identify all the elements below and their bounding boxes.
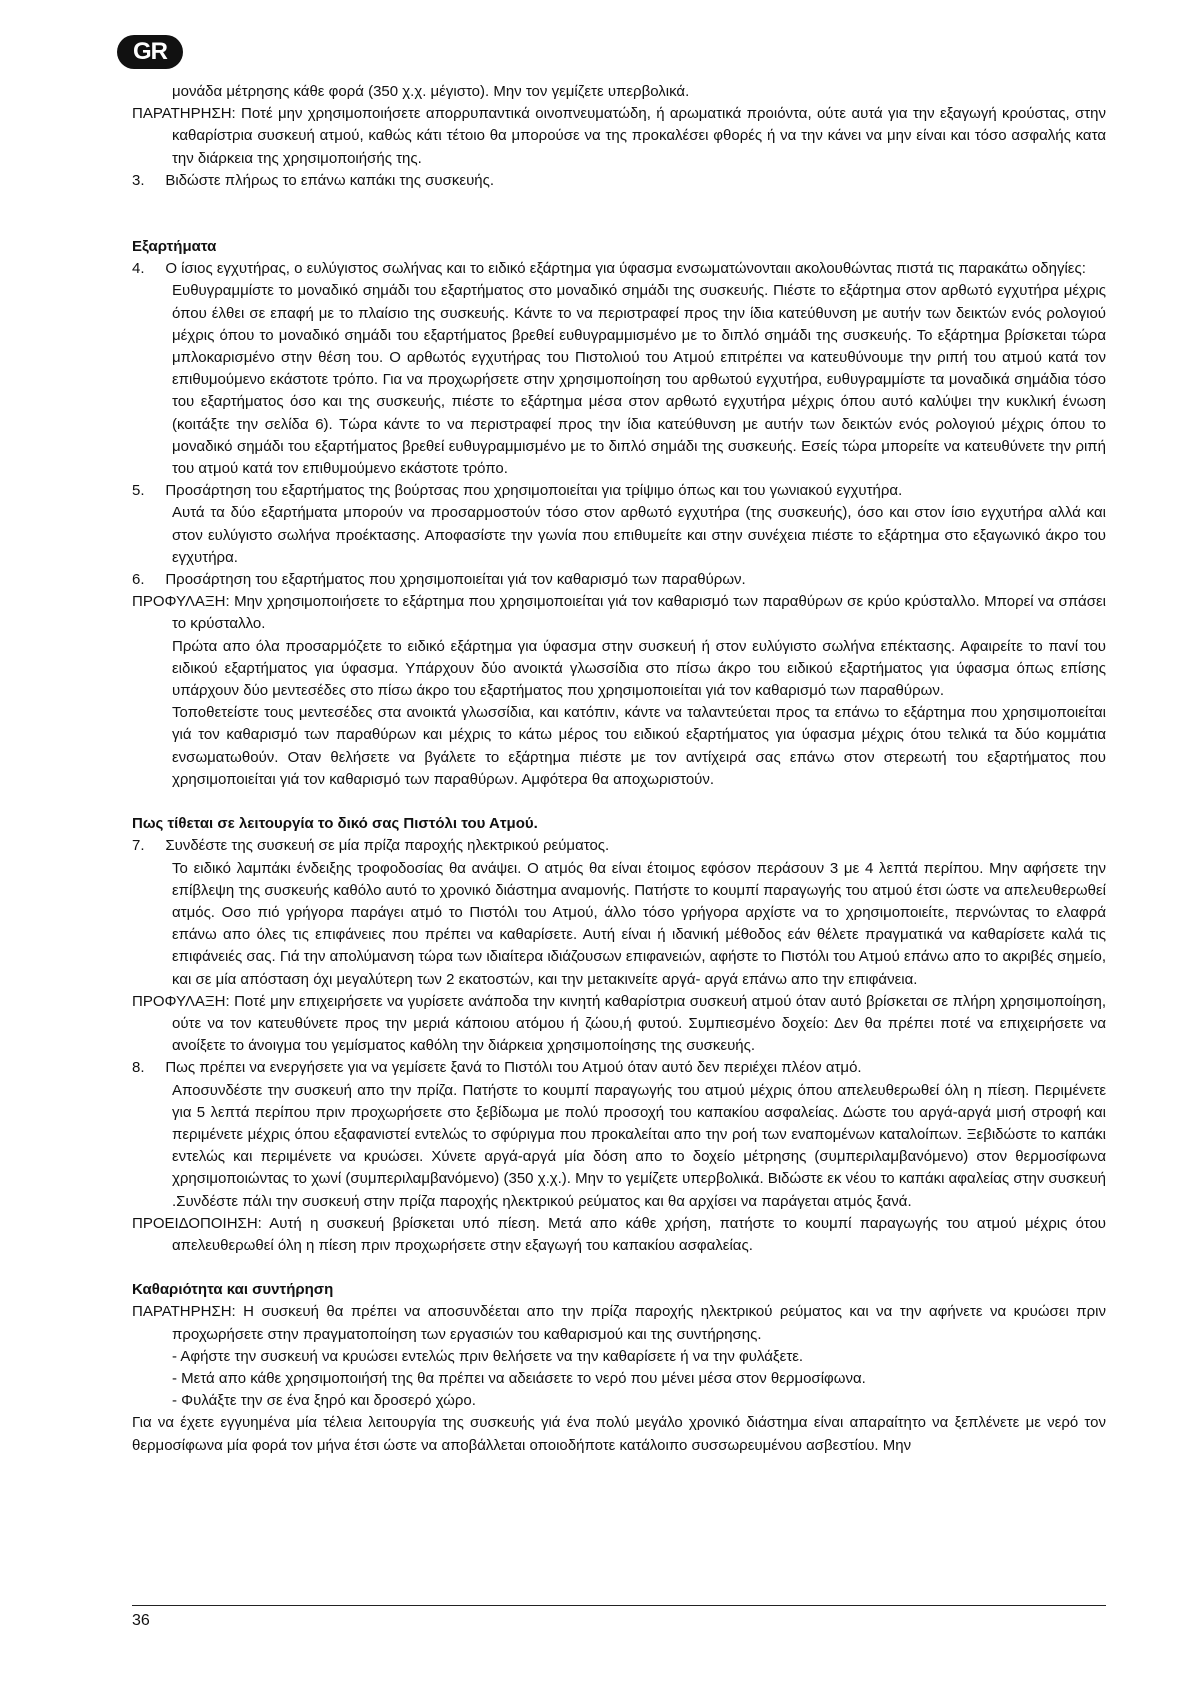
caution-paragraph: ΠΡΟΦΥΛΑΞΗ: Ποτέ μην επιχειρήσετε να γυρίσετε ανάποδα την κινητή καθαρίστρια συσκευή ατμού όταν αυτό βρίσκεται σε πλήρη χρησιμοποίηση, ούτε να τον κατευθύνετε προς την μεριά κάποιου ατόμου ή ζώου,ή φυτού. Συμπιεσμένο δοχείο: Δεν θα πρέπει ποτέ να επιχειρήσετε να ανοίξετε το άνοιγμα του γεμίσματος καθόλη την διάρκεια χρησιμοποίησης της συσκευής. [132, 992, 1106, 1055]
list-item: - Αφήστε την συσκευή να κρυώσει εντελώς πριν θελήσετε να την καθαρίσετε ή να την φυλάξετε. [172, 1347, 804, 1365]
section-heading: Καθαριότητα και συντήρηση [132, 1281, 334, 1299]
warning-paragraph: ΠΡΟΕΙΔΟΠΟΙΗΣΗ: Αυτή η συσκευή βρίσκεται υπό πίεση. Μετά απο κάθε χρήση, πατήστε το κουμπί παραγωγής του ατμού μέχρις ότου απελευθερωθεί όλη η πίεση πριν προχωρήσετε στην εξαγωγή του καπακίου ασφαλείας. [132, 1214, 1106, 1254]
numbered-step: 3. Βιδώστε πλήρως το επάνω καπάκι της συσκευής. [132, 171, 495, 189]
paragraph: Τοποθετείστε τους μεντεσέδες στα ανοικτά γλωσσίδια, και κατόπιν, κάντε να ταλαντεύεται προς τα επάνω το εξάρτημα που χρησιμοποιείται γιά τον καθαρισμό των παραθύρων και μέχρις το κάτω μέρος του ειδικού εξαρτήματος για ύφασμα μέχρις ότου τελικά τα δύο κομμάτια ενσωματωθούν. Οταν θελήσετε να βγάλετε το εξάρτημα πιέστε με τον αντίχειρά σας επάνω στον στερεωτή του εξαρτήματος που χρησιμοποιείται γιά τον καθαρισμό των παραθύρων. Αμφότερα θα αποχωριστούν. [172, 704, 1106, 788]
note-paragraph: ΠΑΡΑΤΗΡΗΣΗ: Ποτέ μην χρησιμοποιήσετε απορρυπαντικά οινοπνευματώδη, ή αρωματικά προιόντα, ούτε αυτά για την εξαγωγή κρούστας, στην καθαρίστρια συσκευή ατμού, καθώς κάτι τέτοιο θα μπορούσε να της προκαλέσει φθορές ή να την κάνει να μην είναι και τόσο ασφαλής κατα την διάρκεια της χρησιμοποιήσής της. [132, 105, 1106, 167]
page-number: 36 [132, 1612, 150, 1629]
paragraph: Ευθυγραμμίστε το μοναδικό σημάδι του εξαρτήματος στο μοναδικό σημάδι της συσκευής. Πιέστε το εξάρτημα στον αρθωτό εγχυτήρα μέχρις όπου έλθει σε επαφή με το πλαίσιο της συσκευής. Κάντε το να περιστραφεί προς την ίδια κατεύθυνση με αυτήν των δεικτών ενός ρολογιού μέχρις όπου το μοναδικό σημάδι του εξαρτήματος βρεθεί ευθυγραμμισμένο με το διπλό σημάδι της συσκευής. Το εξάρτημα βρίσκεται τώρα μπλοκαρισμένο στην θέση του. Ο αρθωτός εγχυτήρας του Πιστολιού του Ατμού επιτρέπει να κατευθύνουμε την ριπή του ατμού κατά τον επιθυμούμενο εκάστοτε τρόπο. Για να προχωρήσετε στην χρησιμοποίηση του αρθωτού εγχυτήρα, ευθυγραμμίστε τα μοναδικά σημάδια τόσο του εξαρτήματος όσο και της συσκευής, πιέστε το εξάρτημα μέσα στον αρθωτό εγχυτήρα μέχρις όπου αυτό καλύψει την κυκλική ένωση (κοιτάξτε την σελίδα 6). Τώρα κάντε το να περιστραφεί προς την ίδια κατεύθυνση με αυτήν των δεικτών ενός ρολογιού μέχρις όπου το μοναδικό σημάδι του εξαρτήματος βρεθεί ευθυγραμμισμένο με το διπλό σημάδι της συσκευής. Εσείς τώρα μπορείτε να κατευθύνετε την ριπή του ατμού κατά τον επιθυμούμενο εκάστοτε τρόπο. [172, 282, 1106, 478]
paragraph: μονάδα μέτρησης κάθε φορά (350 χ.χ. μέγιστο). Μην τον γεμίζετε υπερβολικά. [172, 83, 690, 100]
paragraph: Το ειδικό λαμπάκι ένδειξης τροφοδοσίας θα ανάψει. Ο ατμός θα είναι έτοιμος εφόσον περάσουν 3 με 4 λεπτά περίπου. Μην αφήσετε την επίβλεψη της συσκευής καθόλο αυτό το χρονικό διάστημα αναμονής. Πατήστε το κουμπί παραγωγής του ατμού έτσι ώστε να απελευθερωθεί ατμός. Οσο πιό γρήγορα παράγει ατμό το Πιστόλι του Ατμού, άλλο τόσο γρήγορα αρχίστε να το χρησιμοποιείτε, περνώντας το ελαφρά επάνω απο όλες τις επιφάνειες που πρέπει να καθαρίσετε. Αυτή είναι ή ιδανική μέθοδος εάν θέλετε πραγματικά να καθαρίσετε καλά τις επιφάνειές σας. Γιά την απολύμανση τώρα των ιδιαίτερα ιδιάζουσων επιφανειών, αφήστε το Πιστόλι του Ατμού επάνω απο το ακριβές σημείο, και σε μία απόσταση όχι μεγαλύτερη των 2 εκατοστών, και την μετακινείτε αργά- αργά επάνω απο την επιφάνεια. [172, 859, 1106, 988]
paragraph: Πρώτα απο όλα προσαρμόζετε το ειδικό εξάρτημα για ύφασμα στην συσκευή ή στον ευλύγιστο σωλήνα επέκτασης. Αφαιρείτε το πανί του ειδικού εξαρτήματος για ύφασμα. Υπάρχουν δύο ανοικτά γλωσσίδια στο πίσω άκρο του ειδικού εξαρτήματος για ύφασμα όπως επίσης υπάρχουν δύο μεντεσέδες στο πίσω άκρο του εξαρτήματος που χρησιμοποιείται γιά τον καθαρισμό των παραθύρων. [172, 637, 1106, 700]
language-badge: GR [117, 35, 183, 69]
list-item: - Μετά απο κάθε χρησιμοποιήσή της θα πρέπει να αδειάσετε το νερό που μένει μέσα στον θερμοσίφωνα. [172, 1369, 866, 1387]
numbered-step: 5. Προσάρτηση του εξαρτήματος της βούρτσας που χρησιμοποιείται για τρίψιμο όπως και του γωνιακού εγχυτήρα. [132, 482, 903, 500]
section-heading: Πως τίθεται σε λειτουργία το δικό σας Πιστόλι του Ατμού. [132, 815, 538, 833]
footer-divider [132, 1605, 1106, 1606]
note-paragraph: ΠΑΡΑΤΗΡΗΣΗ: Η συσκευή θα πρέπει να αποσυνδέεται απο την πρίζα παροχής ηλεκτρικού ρεύματος και να την αφήνετε να κρυώσει πριν προχωρήσετε στην πραγματοποίηση των εργασιών του καθαρισμού και της συντήρησης. [132, 1303, 1106, 1343]
numbered-step: 4. Ο ίσιος εγχυτήρας, ο ευλύγιστος σωλήνας και το ειδικό εξάρτημα για ύφασμα ενσωματώνονταιι ακολουθώντας πιστά τις παρακάτω οδηγίες: [132, 260, 1086, 278]
numbered-step: 7. Συνδέστε της συσκευή σε μία πρίζα παροχής ηλεκτρικού ρεύματος. [132, 837, 610, 855]
paragraph: Αποσυνδέστε την συσκευή απο την πρίζα. Πατήστε το κουμπί παραγωγής του ατμού μέχρις όπου απελευθερωθεί όλη η πίεση. Περιμένετε για 5 λεπτά περίπου πριν προχωρήσετε στο ξεβίδωμα με πολύ προσοχή του καπακίου ασφαλείας. Δώστε του αργά-αργά μισή στροφή και περιμένετε μέχρις όπου εξαφανιστεί εντελώς το σφύριγμα που προκαλείται απο την ροή των εναπομένων καταλοίπων. Ξεβιδώστε το καπάκι εντελώς και περιμένετε να κρυώσει. Χύνετε αργά-αργά μία δόση απο το δοχείο μέτρησης (συμπεριλαμβανόμενο) στον θερμοσίφωνα χρησιμοποιώντας το χωνί (συμπεριλαμβανόμενο) (350 χ.χ.). Μην το γεμίζετε υπερβολικά. Βιδώστε εκ νέου το καπάκι αφαλείας στην συσκευή .Συνδέστε πάλι την συσκευή στην πρίζα παροχής ηλεκτρικού ρεύματος και θα αρχίσει να παράγεται ατμός ξανά. [172, 1081, 1106, 1210]
numbered-step: 6. Προσάρτηση του εξαρτήματος που χρησιμοποιείται γιά τον καθαρισμό των παραθύρων. [132, 571, 746, 589]
caution-paragraph: ΠΡΟΦΥΛΑΞΗ: Μην χρησιμοποιήσετε το εξάρτημα που χρησιμοποιείται γιά τον καθαρισμό των παραθύρων σε κρύο κρύσταλλο. Μπορεί να σπάσει το κρύσταλλο. [132, 593, 1106, 633]
document-body [132, 81, 1106, 1457]
list-item: - Φυλάξτε την σε ένα ξηρό και δροσερό χώρο. [172, 1392, 476, 1410]
paragraph: Αυτά τα δύο εξαρτήματα μπορούν να προσαρμοστούν τόσο στον αρθωτό εγχυτήρα (της συσκευής), όσο και στον ίσιο εγχυτήρα αλλά και στον ευλύγιστο σωλήνα προέκτασης. Αποφασίστε την γωνία που επιθυμείτε και στην συνέχεια πιέστε το εξάρτημα στο εξαγωνικό άκρο του εγχυτήρα. [172, 504, 1106, 566]
numbered-step: 8. Πως πρέπει να ενεργήσετε για να γεμίσετε ξανά το Πιστόλι του Ατμού όταν αυτό δεν περιέχει πλέον ατμό. [132, 1059, 862, 1077]
paragraph: Για να έχετε εγγυημένα μία τέλεια λειτουργία της συσκευής γιά ένα πολύ μεγάλο χρονικό διάστημα είναι απαραίτητο να ξεπλένετε με νερό τον θερμοσίφωνα μία φορά τον μήνα έτσι ώστε να αποβάλλεται οποιοδήποτε κατάλοιπο συσσωρευμένου ασβεστίου. Μην [132, 1414, 1106, 1454]
section-heading: Εξαρτήματα [132, 238, 217, 256]
